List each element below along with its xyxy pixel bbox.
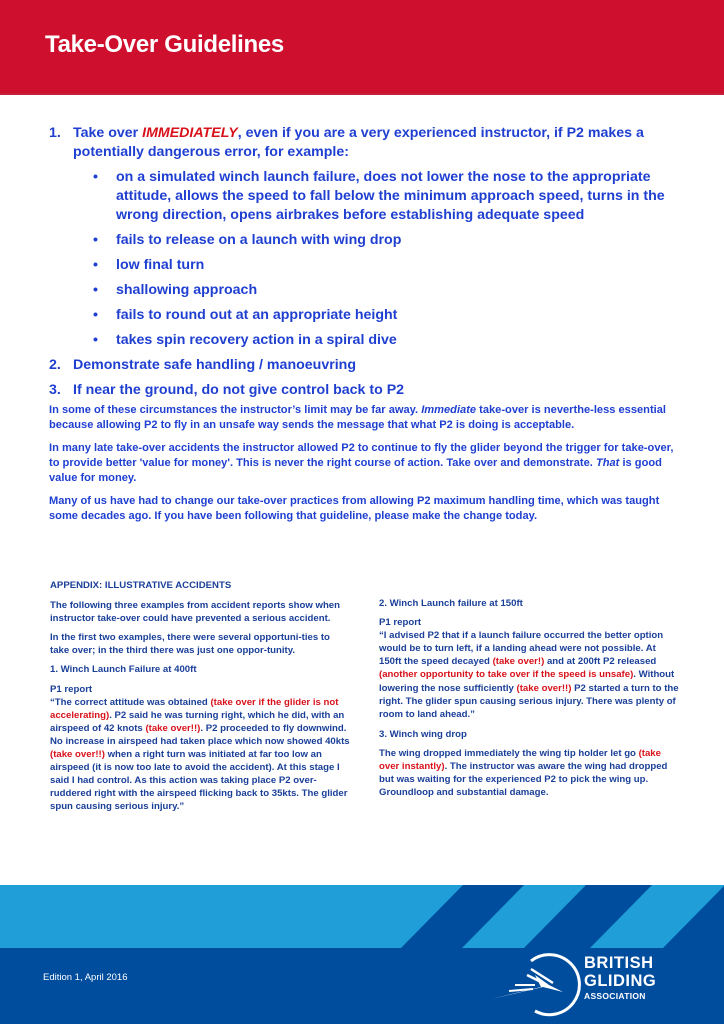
appendix-intro: The following three examples from accident reports show when instructor take-over could have prevented a serious accident.: [50, 600, 341, 625]
guideline-item-3: [49, 381, 689, 400]
case-heading: 1. Winch Launch Failure at 400ft: [50, 664, 197, 676]
item-text: , even if you are a very experienced instructor, if P2 makes a potentially dangerous error, for example:: [73, 125, 644, 160]
report-label: P1 report: [50, 683, 93, 695]
report-text: [50, 696, 350, 814]
text: and at 200ft P2 released: [544, 656, 657, 668]
item-text: If near the ground, do not give control back to P2: [73, 382, 405, 398]
bga-logo: [491, 947, 691, 1019]
text: “The correct attitude was obtained: [50, 696, 211, 708]
text: take-over is neverthe-less essential because allowing P2 to fly in an unsafe way sends the message that what P2 is doing is acceptable.: [49, 404, 666, 431]
takeover-note: (take over!): [492, 656, 545, 668]
bullet-text: takes spin recovery action in a spiral dive: [116, 332, 397, 348]
report-text: [379, 629, 679, 721]
appendix-title: APPENDIX: ILLUSTRATIVE ACCIDENTS: [50, 580, 232, 591]
italic-text: That: [595, 457, 620, 469]
bullet-text: low final turn: [116, 257, 205, 273]
logo-line: BRITISH: [584, 954, 654, 972]
item-text: Demonstrate safe handling / manoeuvring: [73, 357, 357, 373]
item-number: 2.: [49, 357, 61, 373]
diagonal-stripes: [0, 885, 724, 948]
takeover-note: (take over!!): [145, 722, 201, 734]
text: P2 started a turn to the right. The glider spun causing serious injury. There was plenty of room to land ahead.”: [379, 682, 679, 720]
bullet-item: [49, 281, 689, 300]
page-title: Take-Over Guidelines: [45, 31, 284, 58]
item-number: 3.: [49, 382, 61, 398]
text: “I advised P2 that if a launch failure occurred the better option would be to turn left, if a landing ahead were not possible. At 150ft the speed decayed: [379, 630, 664, 668]
bullet-icon: •: [93, 169, 98, 185]
case-text: [379, 747, 679, 799]
bullet-icon: •: [93, 307, 98, 323]
case-heading: 2. Winch Launch failure at 150ft: [379, 598, 523, 609]
guideline-item-1: [49, 124, 689, 162]
text: is good value for money.: [49, 457, 662, 484]
paragraph: [49, 441, 679, 486]
text: In some of these circumstances the instructor’s limit may be far away.: [49, 404, 422, 416]
item-text: Take over: [73, 125, 143, 141]
case-report: [50, 683, 350, 814]
text: The wing dropped immediately the wing tip holder let go: [379, 747, 639, 759]
edition-label: Edition 1, April 2016: [43, 972, 128, 983]
bullet-item: [49, 331, 689, 350]
immediately-emphasis: IMMEDIATELY: [142, 125, 238, 141]
italic-text: Immediate: [421, 404, 477, 416]
bullet-item: [49, 231, 689, 250]
guidelines-list: [49, 124, 689, 406]
bullet-icon: •: [93, 332, 98, 348]
text: . P2 said he was turning right, which he did, with an airspeed of 42 knots: [50, 709, 345, 734]
appendix-column-right: [379, 597, 679, 805]
bullet-text: shallowing approach: [116, 282, 258, 298]
text: . The instructor was aware the wing had dropped but was waiting for the experienced P2 to pick the wing up. Groundloop and substantial damage.: [379, 761, 668, 799]
appendix-column-left: [50, 579, 350, 814]
takeover-note: (another opportunity to take over if the speed is unsafe): [379, 669, 634, 681]
text: when a right turn was initiated at far too low an airspeed (it is now too late to avoid the accident). At this stage I said I had control. As this action was taking place P2 over-ruddered right with the airspeed flicking back to 35kts. The glider spun causing serious injury.”: [50, 749, 348, 813]
bullet-icon: •: [93, 257, 98, 273]
takeover-note: (take over instantly): [379, 747, 661, 773]
bullet-item: [49, 306, 689, 325]
title-banner: [0, 0, 724, 95]
bullet-icon: •: [93, 232, 98, 248]
explanation-paragraphs: [49, 403, 679, 532]
paragraph: [49, 403, 679, 433]
takeover-note: (take over!!): [50, 749, 105, 761]
takeover-note: (take over if the glider is not accelerating): [50, 696, 339, 721]
footer-banner: [0, 885, 724, 1024]
glider-logo-icon: [491, 947, 583, 1019]
text: . Without lowering the nose sufficiently: [379, 669, 675, 694]
logo-line: ASSOCIATION: [584, 991, 646, 1001]
appendix-intro: In the first two examples, there were several opportuni-ties to take over; in the third there was just one oppor-tunity.: [50, 632, 330, 657]
case-report: [379, 616, 679, 721]
bullet-text: fails to release on a launch with wing drop: [116, 232, 402, 248]
report-label: P1 report: [379, 617, 422, 629]
bullet-icon: •: [93, 282, 98, 298]
logo-wordmark: [584, 955, 656, 1001]
guideline-item-2: [49, 356, 689, 375]
case-heading: 3. Winch wing drop: [379, 728, 467, 740]
takeover-note: (take over!!): [516, 682, 572, 694]
bullet-item: [49, 168, 689, 225]
bullet-text: fails to round out at an appropriate height: [116, 307, 398, 323]
bullet-item: [49, 256, 689, 275]
text: . P2 proceeded to fly downwind. No increase in airspeed had taken place which now showed 40kts: [50, 722, 350, 747]
paragraph: Many of us have had to change our take-over practices from allowing P2 maximum handling time, which was taught some decades ago. If you have been following that guideline, please make the change today.: [49, 495, 660, 522]
bullet-text: on a simulated winch launch failure, does not lower the nose to the appropriate attitude, allows the speed to fall below the minimum approach speed, turns in the wrong direction, opens airbrakes before establishing adequate speed: [116, 169, 665, 223]
text: In many late take-over accidents the instructor allowed P2 to continue to fly the glider beyond the trigger for take-over, to provide better 'value for money'. This is never the right course of action. Take over and demonstrate.: [49, 442, 674, 469]
logo-line: GLIDING: [584, 971, 657, 990]
item-number: 1.: [49, 125, 61, 141]
